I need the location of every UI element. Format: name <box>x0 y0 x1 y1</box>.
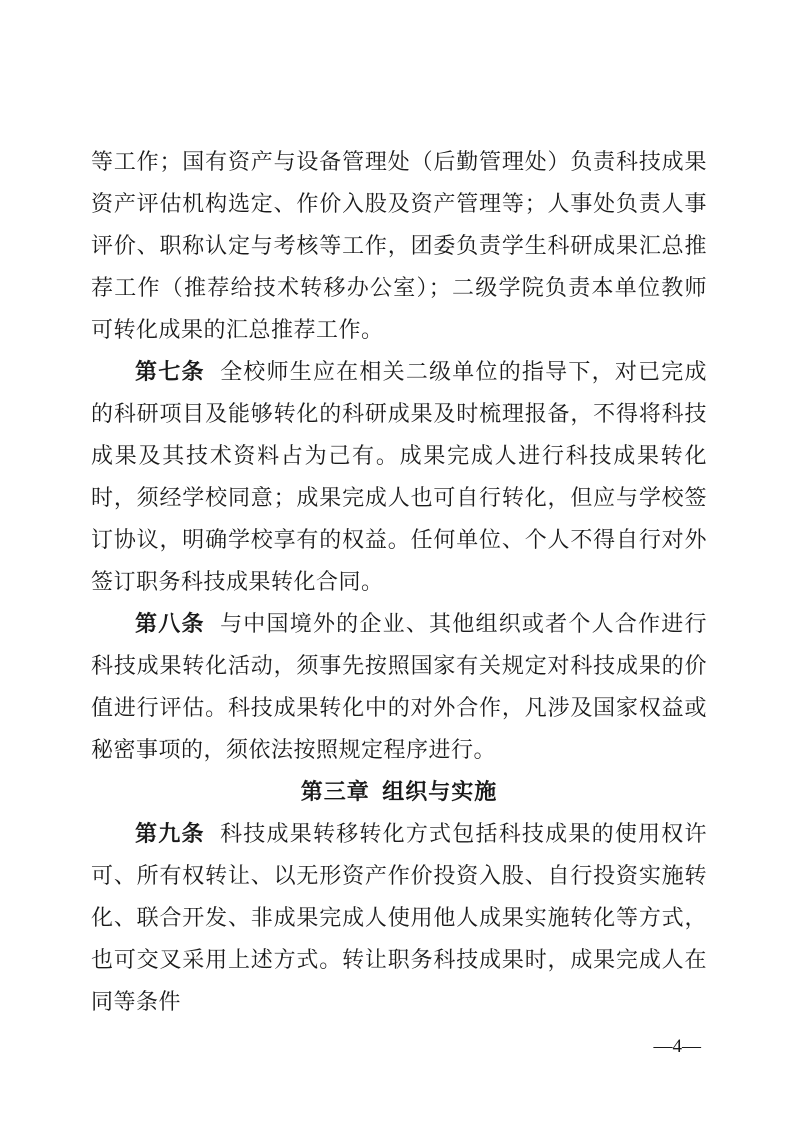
article-8-label: 第八条 <box>135 611 205 636</box>
article-7-text: 全校师生应在相关二级单位的指导下，对已完成的科研项目及能够转化的科研成果及时梳理报备，不得将科技成果及其技术资料占为己有。成果完成人进行科技成果转化时，须经学校同意；成果完成人也可自行转化，但应与学校签订协议，明确学校享有的权益。任何单位、个人不得自行对外签订职务科技成果转化合同。 <box>91 359 707 594</box>
continuation-paragraph <box>91 141 707 351</box>
article-7-paragraph <box>91 351 707 603</box>
chapter-3-heading: 第三章 组织与实施 <box>300 779 498 804</box>
page-number: —4— <box>653 1036 701 1057</box>
article-7-label: 第七条 <box>135 359 205 384</box>
continuation-paragraph-text: 等工作；国有资产与设备管理处（后勤管理处）负责科技成果资产评估机构选定、作价入股及资产管理等；人事处负责人事评价、职称认定与考核等工作，团委负责学生科研成果汇总推荐工作（推荐给技术转移办公室）；二级学院负责本单位教师可转化成果的汇总推荐工作。 <box>91 149 707 342</box>
article-9-text: 科技成果转移转化方式包括科技成果的使用权许可、所有权转让、以无形资产作价投资入股、自行投资实施转化、联合开发、非成果完成人使用他人成果实施转化等方式，也可交叉采用上述方式。转让职务科技成果时，成果完成人在同等条件 <box>91 821 707 1014</box>
article-8-paragraph <box>91 603 707 771</box>
article-8-text: 与中国境外的企业、其他组织或者个人合作进行科技成果转化活动，须事先按照国家有关规定对科技成果的价值进行评估。科技成果转化中的对外合作，凡涉及国家权益或秘密事项的，须依法按照规定程序进行。 <box>91 611 707 762</box>
article-9-label: 第九条 <box>135 821 205 846</box>
article-9-paragraph <box>91 813 707 1023</box>
document-content <box>91 141 707 1023</box>
